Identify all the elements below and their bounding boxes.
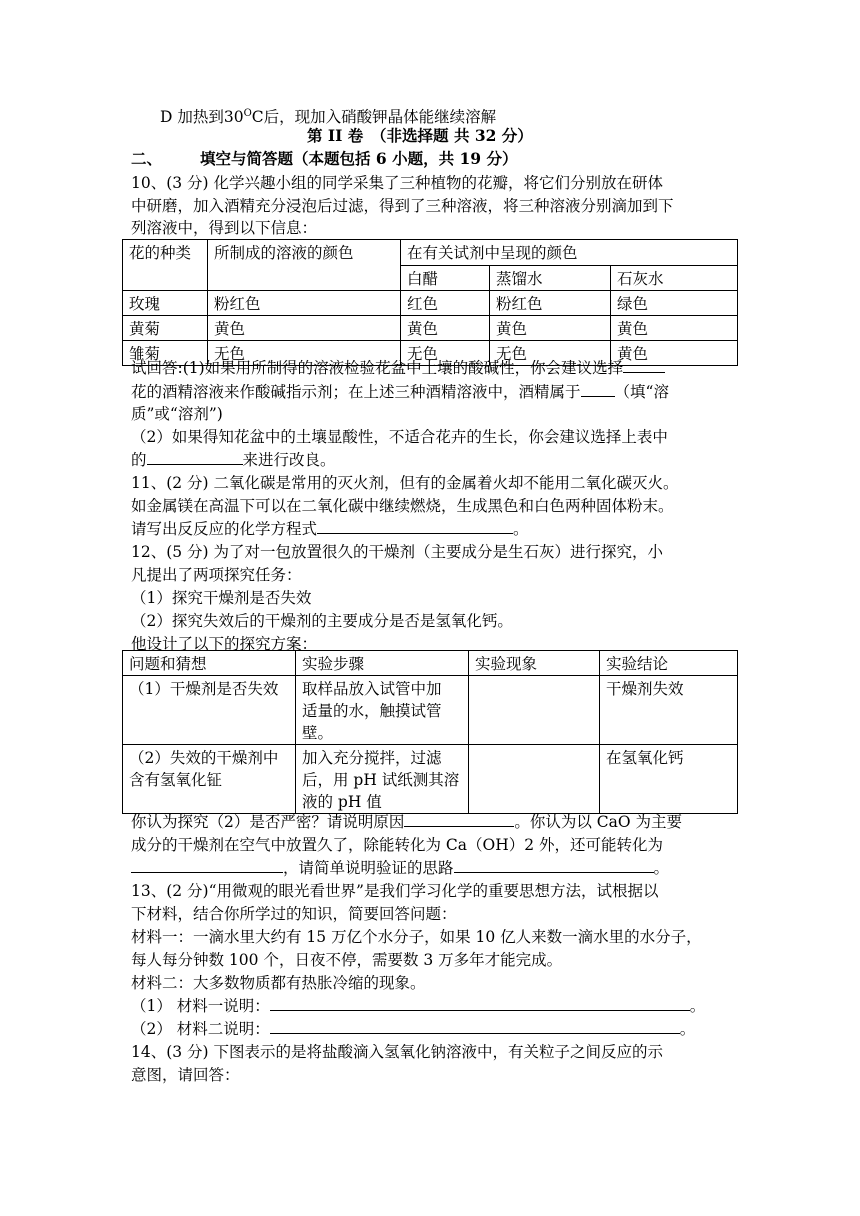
header-conclusion: 实验结论 [600, 651, 738, 676]
flower-table [122, 239, 738, 366]
answer-blank[interactable] [270, 1018, 680, 1034]
table-cell [296, 745, 469, 814]
table-row [123, 316, 738, 341]
cell-line: 含有氢氧化钲 [129, 771, 223, 789]
table-row [123, 745, 738, 814]
q13-answer-2: （2） 材料二说明： 。 [131, 1020, 696, 1038]
header-solution-color: 所制成的溶液的颜色 [208, 240, 401, 291]
answer-blank[interactable] [581, 381, 615, 397]
header-limewater: 石灰水 [611, 265, 738, 291]
answer-blank[interactable] [147, 449, 243, 465]
table-cell: 黄色 [490, 316, 611, 341]
q14-line-2: 意图，请回答： [131, 1066, 240, 1084]
header-water: 蒸馏水 [490, 265, 611, 291]
header-reagent-color: 在有关试剂中呈现的颜色 [401, 240, 738, 266]
cell-line: （2）失效的干燥剂中 [129, 749, 279, 767]
q13-line-2: 下材料，结合你所学过的知识，简要回答问题： [131, 905, 457, 923]
table-cell: 干燥剂失效 [600, 676, 738, 745]
answer-blank[interactable] [623, 357, 665, 373]
q10-answer-2a: （2）如果得知花盆中的土壤显酸性，不适合花卉的生长，你会建议选择上表中 [131, 428, 668, 446]
cell-line: 液的 pH 值 [302, 793, 382, 811]
part2-heading: 二、 填空与简答题（本题包括 6 小题，共 19 分） [131, 149, 518, 168]
q10-answer-1c: 质”或“溶剂”) [131, 405, 223, 423]
table-cell: 黄色 [401, 316, 490, 341]
q13-material-2: 材料二：大多数物质都有热胀冷缩的现象。 [131, 974, 426, 992]
q10-line-3: 列溶液中，得到以下信息： [131, 219, 318, 237]
q12-line-5: 他设计了以下的探究方案： [131, 635, 318, 653]
q10-answer-1a: 试回答:(1)如果用所制得的溶液检验花盆中土壤的酸碱性，你会建议选择 [131, 357, 665, 379]
table-cell: 黄色 [611, 341, 738, 366]
table-cell-empty[interactable] [469, 676, 600, 745]
q12-followup-3: ，请简单说明验证的思路 。 [131, 857, 669, 879]
answer-blank[interactable] [454, 857, 654, 873]
option-d: D 加热到$30^OC$后，现加入硝酸钾晶体能继续溶解 [160, 108, 497, 127]
table-row [123, 291, 738, 316]
cell-line: 后，用 pH 试纸测其溶 [302, 771, 460, 789]
table-cell: 在氢氧化钙 [600, 745, 738, 814]
q12-followup-2: 成分的干燥剂在空气中放置久了，除能转化为 Ca（OH）2 外，还可能转化为 [131, 836, 664, 854]
answer-blank[interactable] [404, 811, 514, 827]
header-question: 问题和猜想 [123, 651, 296, 676]
q12-task-1: （1）探究干燥剂是否失效 [131, 589, 312, 607]
q10-line-1: 10、(3 分) 化学兴趣小组的同学采集了三种植物的花瓣，将它们分别放在研体 [131, 174, 664, 192]
table-cell: 无色 [490, 341, 611, 366]
table-cell: 雏菊 [123, 341, 208, 366]
table-cell: 黄菊 [123, 316, 208, 341]
experiment-table [122, 650, 738, 814]
answer-blank[interactable] [270, 995, 690, 1011]
table-cell: 无色 [401, 341, 490, 366]
cell-line: 壁。 [302, 724, 334, 742]
table-cell: 黄色 [208, 316, 401, 341]
q13-answer-1: （1） 材料一说明： 。 [131, 997, 706, 1015]
header-vinegar: 白醋 [401, 265, 490, 291]
q12-followup-1: 你认为探究（2）是否严密？请说明原因 。你认为以 CaO 为主要 [131, 813, 683, 831]
header-flower: 花的种类 [123, 240, 208, 291]
table-cell: 绿色 [611, 291, 738, 316]
q14-line-1: 14、(3 分) 下图表示的是将盐酸滴入氢氧化钠溶液中，有关粒子之间反应的示 [131, 1043, 664, 1061]
section-title: 第 II 卷 （非选择题 共 32 分） [307, 126, 533, 145]
cell-line: 取样品放入试管中加 [302, 680, 442, 698]
table-cell: 粉红色 [208, 291, 401, 316]
table-cell: 粉红色 [490, 291, 611, 316]
header-phenomenon: 实验现象 [469, 651, 600, 676]
q13-material-1a: 材料一：一滴水里大约有 15 万亿个水分子，如果 10 亿人来数一滴水里的水分子， [131, 928, 702, 946]
table-cell: 黄色 [611, 316, 738, 341]
header-steps: 实验步骤 [296, 651, 469, 676]
table-row [123, 676, 738, 745]
q11-line-2: 如金属镁在高温下可以在二氧化碳中继续燃烧，生成黑色和白色两种固体粉末。 [131, 497, 674, 515]
q10-answer-1b: 花的酒精溶液来作酸碱指示剂；在上述三种酒精溶液中，酒精属于 （填“溶 [131, 383, 669, 401]
cell-line: 加入充分搅拌，过滤 [302, 749, 442, 767]
q13-material-1b: 每人每分钟数 100 个，日夜不停，需要数 3 万多年才能完成。 [131, 951, 563, 969]
table-cell: （1）干燥剂是否失效 [123, 676, 296, 745]
table-cell [123, 745, 296, 814]
table-cell-empty[interactable] [469, 745, 600, 814]
q13-line-1: 13、(2 分)“用微观的眼光看世界”是我们学习化学的重要思想方法，试根据以 [131, 882, 659, 900]
table-cell: 无色 [208, 341, 401, 366]
q10-answer-2b: 的 来进行改良。 [131, 451, 336, 469]
equation-blank[interactable] [317, 518, 513, 534]
answer-blank[interactable] [131, 857, 283, 873]
cell-line: 适量的水，触摸试管 [302, 702, 442, 720]
q12-task-2: （2）探究失效后的干燥剂的主要成分是否是氢氧化钙。 [131, 612, 513, 630]
q11-line-1: 11、(2 分) 二氧化碳是常用的灭火剂，但有的金属着火却不能用二氧化碳灭火。 [131, 474, 679, 492]
q12-line-1: 12、(5 分) 为了对一包放置很久的干燥剂（主要成分是生石灰）进行探究，小 [131, 543, 664, 561]
q11-line-3: 请写出反反应的化学方程式 。 [131, 520, 529, 538]
table-cell [296, 676, 469, 745]
table-cell: 红色 [401, 291, 490, 316]
q12-line-2: 凡提出了两项探究任务： [131, 566, 302, 584]
table-cell: 玫瑰 [123, 291, 208, 316]
q10-line-2: 中研磨，加入酒精充分浸泡后过滤，得到了三种溶液，将三种溶液分别滴加到下 [131, 197, 674, 215]
